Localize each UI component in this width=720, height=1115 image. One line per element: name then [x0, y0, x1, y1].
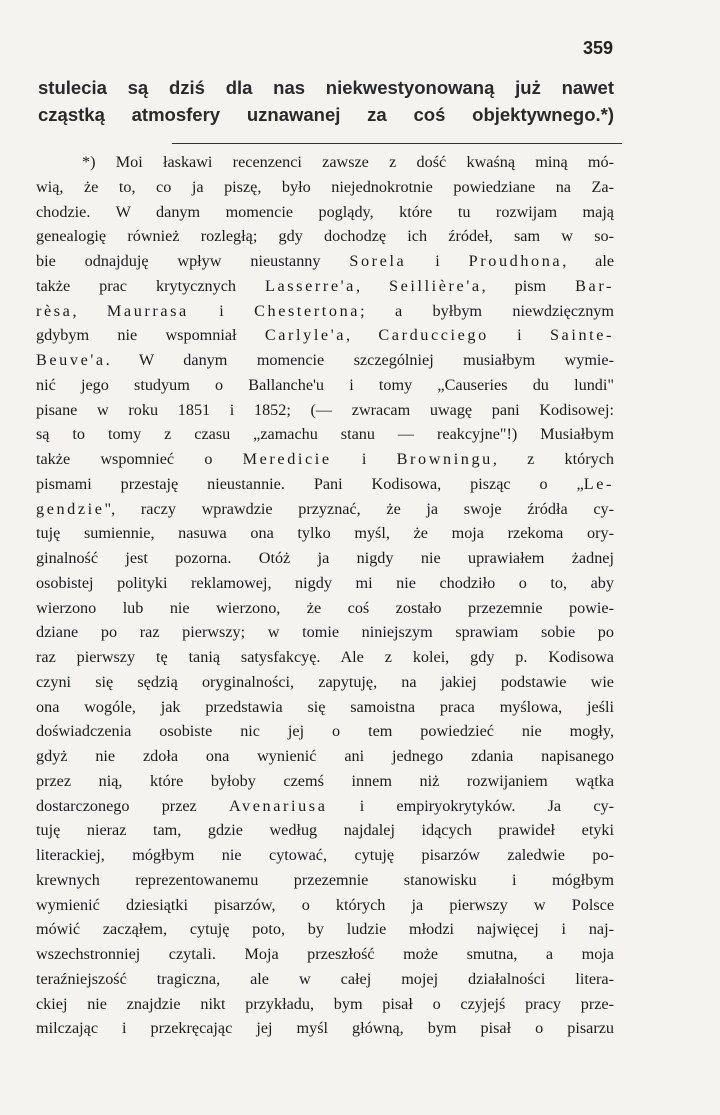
spaced-name: Beuve'a: [36, 351, 106, 369]
footnote-line: [36, 521, 614, 546]
spaced-name: Bar-: [575, 276, 614, 295]
footnote-line: [36, 670, 614, 695]
spaced-name: gendzie: [36, 499, 105, 518]
footnote-line: [36, 398, 614, 423]
footnote-line: [36, 348, 614, 373]
footnote-line: [36, 299, 614, 324]
footnote: [36, 150, 614, 1041]
text-run: także wspomnieć o: [36, 450, 243, 468]
footnote-line: [36, 249, 614, 274]
footnote-line: [36, 200, 614, 225]
text-run: , pism: [481, 276, 576, 295]
footnote-line: [36, 744, 614, 769]
footnote-line: [36, 843, 614, 868]
text-run: są to tomy z czasu „zamachu stanu — reakcyjne"!) Musiałbym: [36, 425, 614, 444]
footnote-line: [36, 323, 614, 348]
spaced-name: Avenariusa: [228, 796, 328, 815]
text-run: ,: [72, 301, 107, 320]
spaced-name: Le-: [583, 474, 614, 493]
spaced-name: Lasserre'a: [265, 276, 356, 295]
text-run: . W danym momencie szczególniej musiałbym wymie-: [105, 351, 614, 369]
footnote-line: [36, 150, 614, 175]
text-run: chodzie. W danym momencie poglądy, które tu rozwijam mają: [36, 202, 614, 221]
spaced-name: Sorela: [349, 252, 407, 270]
text-run: także prac krytycznych: [36, 276, 265, 295]
text-run: i: [406, 252, 469, 270]
text-run: i: [188, 301, 255, 320]
footnote-line: [36, 472, 614, 497]
text-run: ckiej nie znajdzie nikt przykładu, bym pisał o czyjejś pracy prze-: [36, 994, 614, 1013]
spaced-name: Browningu: [396, 450, 493, 468]
footnote-line: [36, 447, 614, 472]
text-run: ; a byłbym niewdzięcznym: [360, 301, 614, 320]
spaced-name: Maurrasa: [106, 301, 189, 320]
text-run: gdybym nie wspomniał: [36, 326, 265, 345]
text-run: , ale: [562, 252, 615, 270]
footnote-line: [36, 992, 614, 1017]
text-run: ,: [355, 276, 389, 295]
footnote-line: [36, 274, 614, 299]
spaced-name: rèsa: [36, 301, 73, 320]
text-run: wią, że to, co ja piszę, było niejednokrotnie powiedziane na Za-: [36, 177, 614, 196]
footnote-line: [36, 422, 614, 447]
text-run: krewnych reprezentowanemu przezemnie stanowisku i mógłbym: [36, 870, 614, 889]
footnote-line: [36, 818, 614, 843]
footnote-line: [36, 695, 614, 720]
text-run: mówić zacząłem, cytuję poto, by ludzie młodzi najwięcej i naj-: [36, 920, 614, 939]
text-run: genealogię również rozległą; gdy dochodzę ich źródeł, sam w so-: [36, 227, 614, 246]
footnote-line: [36, 1016, 614, 1041]
text-run: doświadczenia osobiste nic jej o tem powiedzieć nie mogły,: [36, 722, 614, 741]
footnote-line: [36, 596, 614, 621]
footnote-line: [36, 917, 614, 942]
spaced-name: Carducciego: [378, 326, 489, 345]
intro-paragraph: [38, 74, 614, 128]
text-run: , z których: [492, 450, 615, 468]
text-run: bie odnajduję wpływ nieustanny: [36, 252, 350, 270]
text-run: dostarczonego przez: [36, 796, 229, 815]
text-run: ", raczy wprawdzie przyznać, że ja swoje źródła cy-: [104, 499, 614, 518]
text-run: dziane po raz pierwszy; w tomie niniejszym sprawiam sobie po: [36, 623, 614, 642]
spaced-name: Meredicie: [242, 450, 332, 468]
footnote-line: [36, 497, 614, 522]
text-run: ,: [346, 326, 379, 345]
intro-line: stulecia są dziś dla nas niekwestyonowaną już nawet: [38, 77, 614, 98]
spaced-name: Carlyle'a: [264, 326, 347, 345]
text-run: wierzono lub nie wierzono, że coś zostało przezemnie powie-: [36, 598, 614, 617]
text-run: pismami przestaję nieustannie. Pani Kodisowa, pisząc o „: [36, 474, 584, 493]
footnote-line: [36, 175, 614, 200]
text-run: gdyż nie zdoła ona wynienić ani jednego zdania napisanego: [36, 747, 614, 765]
text-run: milczając i przekręcając jej myśl główną, bym pisał o pisarzu: [36, 1019, 614, 1038]
text-run: *) Moi łaskawi recenzenci zawsze z dość kwaśną miną mó-: [82, 153, 614, 171]
footnote-line: [36, 769, 614, 794]
footnote-line: [36, 942, 614, 967]
spaced-name: Proudhona: [468, 252, 563, 270]
page-number: 359: [582, 38, 613, 58]
spaced-name: Chestertona: [254, 301, 361, 320]
footnote-divider: [172, 143, 622, 144]
footnote-line: [36, 571, 614, 596]
text-run: i: [331, 450, 397, 468]
text-run: i: [488, 326, 550, 345]
text-run: literackiej, mógłbym nie cytować, cytuję pisarzów zaledwie po-: [36, 846, 614, 864]
footnote-line: [36, 893, 614, 918]
footnote-line: [36, 224, 614, 249]
text-run: teraźniejszość tragiczna, ale w całej mojej działalności litera-: [36, 969, 614, 988]
text-run: wymienić dziesiątki pisarzów, o których ja pierwszy w Polsce: [36, 895, 614, 914]
text-run: nić jego studyum o Ballanche'u i tomy „Causeries du lundi": [36, 375, 614, 394]
text-run: pisane w roku 1851 i 1852; (— zwracam uwagę pani Kodisowej:: [36, 400, 614, 419]
text-run: przez nią, które byłoby czemś innem niż rozwijaniem wątka: [36, 771, 614, 790]
text-run: czyni się sędzią oryginalności, zapytuję, na jakiej podstawie wie: [36, 672, 614, 691]
text-run: osobistej polityki reklamowej, nigdy mi nie chodziło o to, aby: [36, 573, 614, 592]
spaced-name: Sainte-: [549, 326, 615, 345]
text-run: i empiryokrytyków. Ja cy-: [327, 796, 614, 815]
text-run: ona wogóle, jak przedstawia się samoistna praca myślowa, jeśli: [36, 697, 614, 716]
footnote-line: [36, 719, 614, 744]
footnote-line: [36, 373, 614, 398]
intro-line: cząstką atmosfery uznawanej za coś objektywnego.*): [38, 104, 614, 125]
text-run: wszechstronniej czytali. Moja przeszłość może smutna, a moja: [36, 945, 614, 963]
footnote-line: [36, 546, 614, 571]
footnote-line: [36, 868, 614, 893]
footnote-line: [36, 645, 614, 670]
footnote-line: [36, 967, 614, 992]
footnote-line: [36, 794, 614, 819]
text-run: ginalność jest pozorna. Otóż ja nigdy nie uprawiałem żadnej: [36, 549, 614, 567]
text-run: tuję nieraz tam, gdzie według najdalej idących prawideł etyki: [36, 821, 614, 840]
text-run: raz pierwszy tę tanią satysfakcyę. Ale z kolei, gdy p. Kodisowa: [36, 648, 614, 666]
spaced-name: Seillière'a: [388, 276, 482, 295]
text-run: tuję sumiennie, nasuwa ona tylko myśl, że moja rzekoma ory-: [36, 524, 614, 543]
footnote-line: [36, 620, 614, 645]
